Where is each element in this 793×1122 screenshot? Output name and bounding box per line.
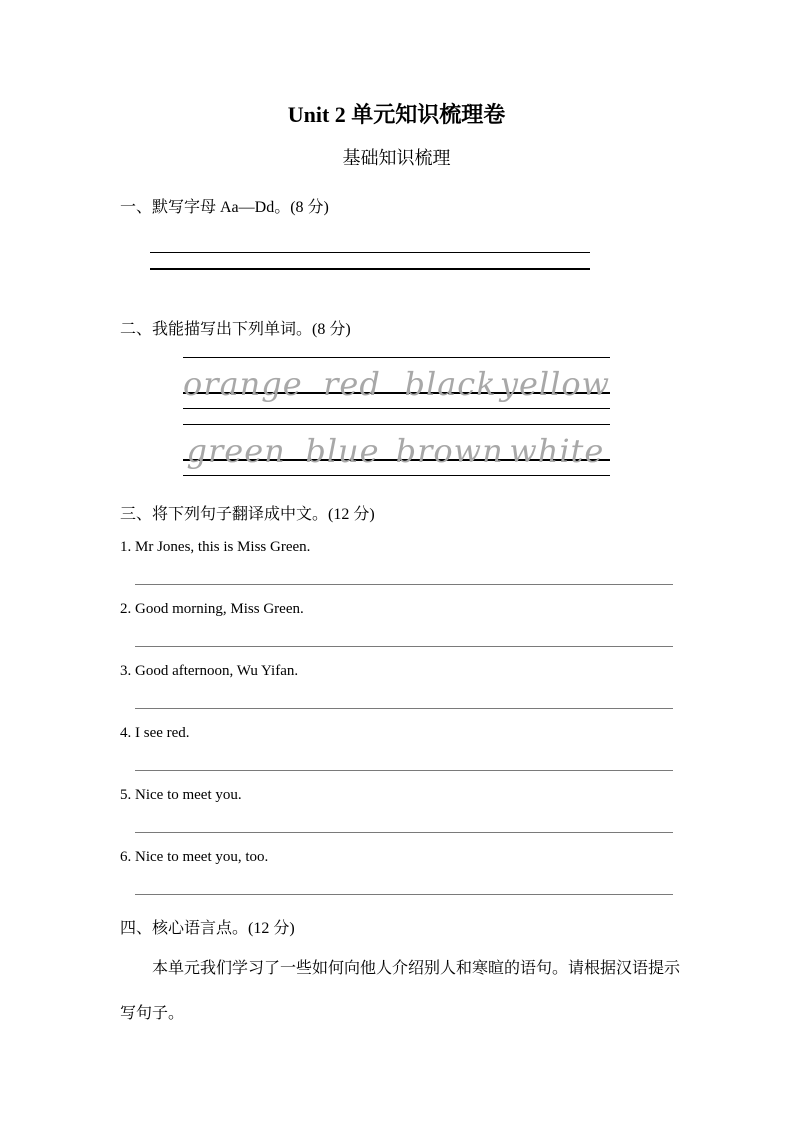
trace-word-blue: blue [305,432,380,470]
trace-word-red: red [323,365,381,403]
question-item-5 [120,786,678,833]
page-title: Unit 2 单元知识梳理卷 [287,102,506,127]
trace-word-brown: brown [395,432,504,470]
answer-blank-line [135,770,673,771]
trace-words-row-1 [183,358,610,408]
dictation-blank-line-bottom [150,268,590,270]
answer-blank-line [135,894,673,895]
question-sentence: 1. Mr Jones, this is Miss Green. [120,539,311,555]
trace-word-white: white [509,432,605,470]
question-item-1 [120,538,678,585]
question-sentence: 4. I see red. [120,725,190,741]
question-item-6 [120,848,678,895]
section-one-heading: 一、默写字母 Aa—Dd。(8 分) [120,199,329,216]
question-sentence: 3. Good afternoon, Wu Yifan. [120,663,299,679]
question-sentence: 5. Nice to meet you. [120,787,242,803]
question-item-2 [120,600,678,647]
question-sentence: 6. Nice to meet you, too. [120,849,269,865]
dictation-blank-line-top [150,252,590,253]
trace-row-1 [183,357,610,409]
section-three-heading: 三、将下列句子翻译成中文。(12 分) [120,506,375,523]
trace-word-green: green [186,432,286,470]
section-four-paragraph: 本单元我们学习了一些如何向他人介绍别人和寒暄的语句。请根据汉语提示写句子。 [120,960,681,1022]
answer-blank-line [135,708,673,709]
question-sentence: 2. Good morning, Miss Green. [120,601,304,617]
section-two-heading: 二、我能描写出下列单词。(8 分) [120,321,351,338]
answer-blank-line [135,832,673,833]
answer-blank-line [135,646,673,647]
section-four-heading: 四、核心语言点。(12 分) [120,920,295,937]
trace-words-row-2 [183,425,610,475]
translation-question-list [120,538,678,895]
trace-row-2 [183,424,610,476]
answer-blank-line [135,584,673,585]
page-subtitle: 基础知识梳理 [342,148,451,168]
trace-word-orange: orange [183,365,303,403]
trace-word-yellow: yellow [499,365,610,403]
question-item-4 [120,724,678,771]
question-item-3 [120,662,678,709]
trace-word-black: black [404,365,497,403]
